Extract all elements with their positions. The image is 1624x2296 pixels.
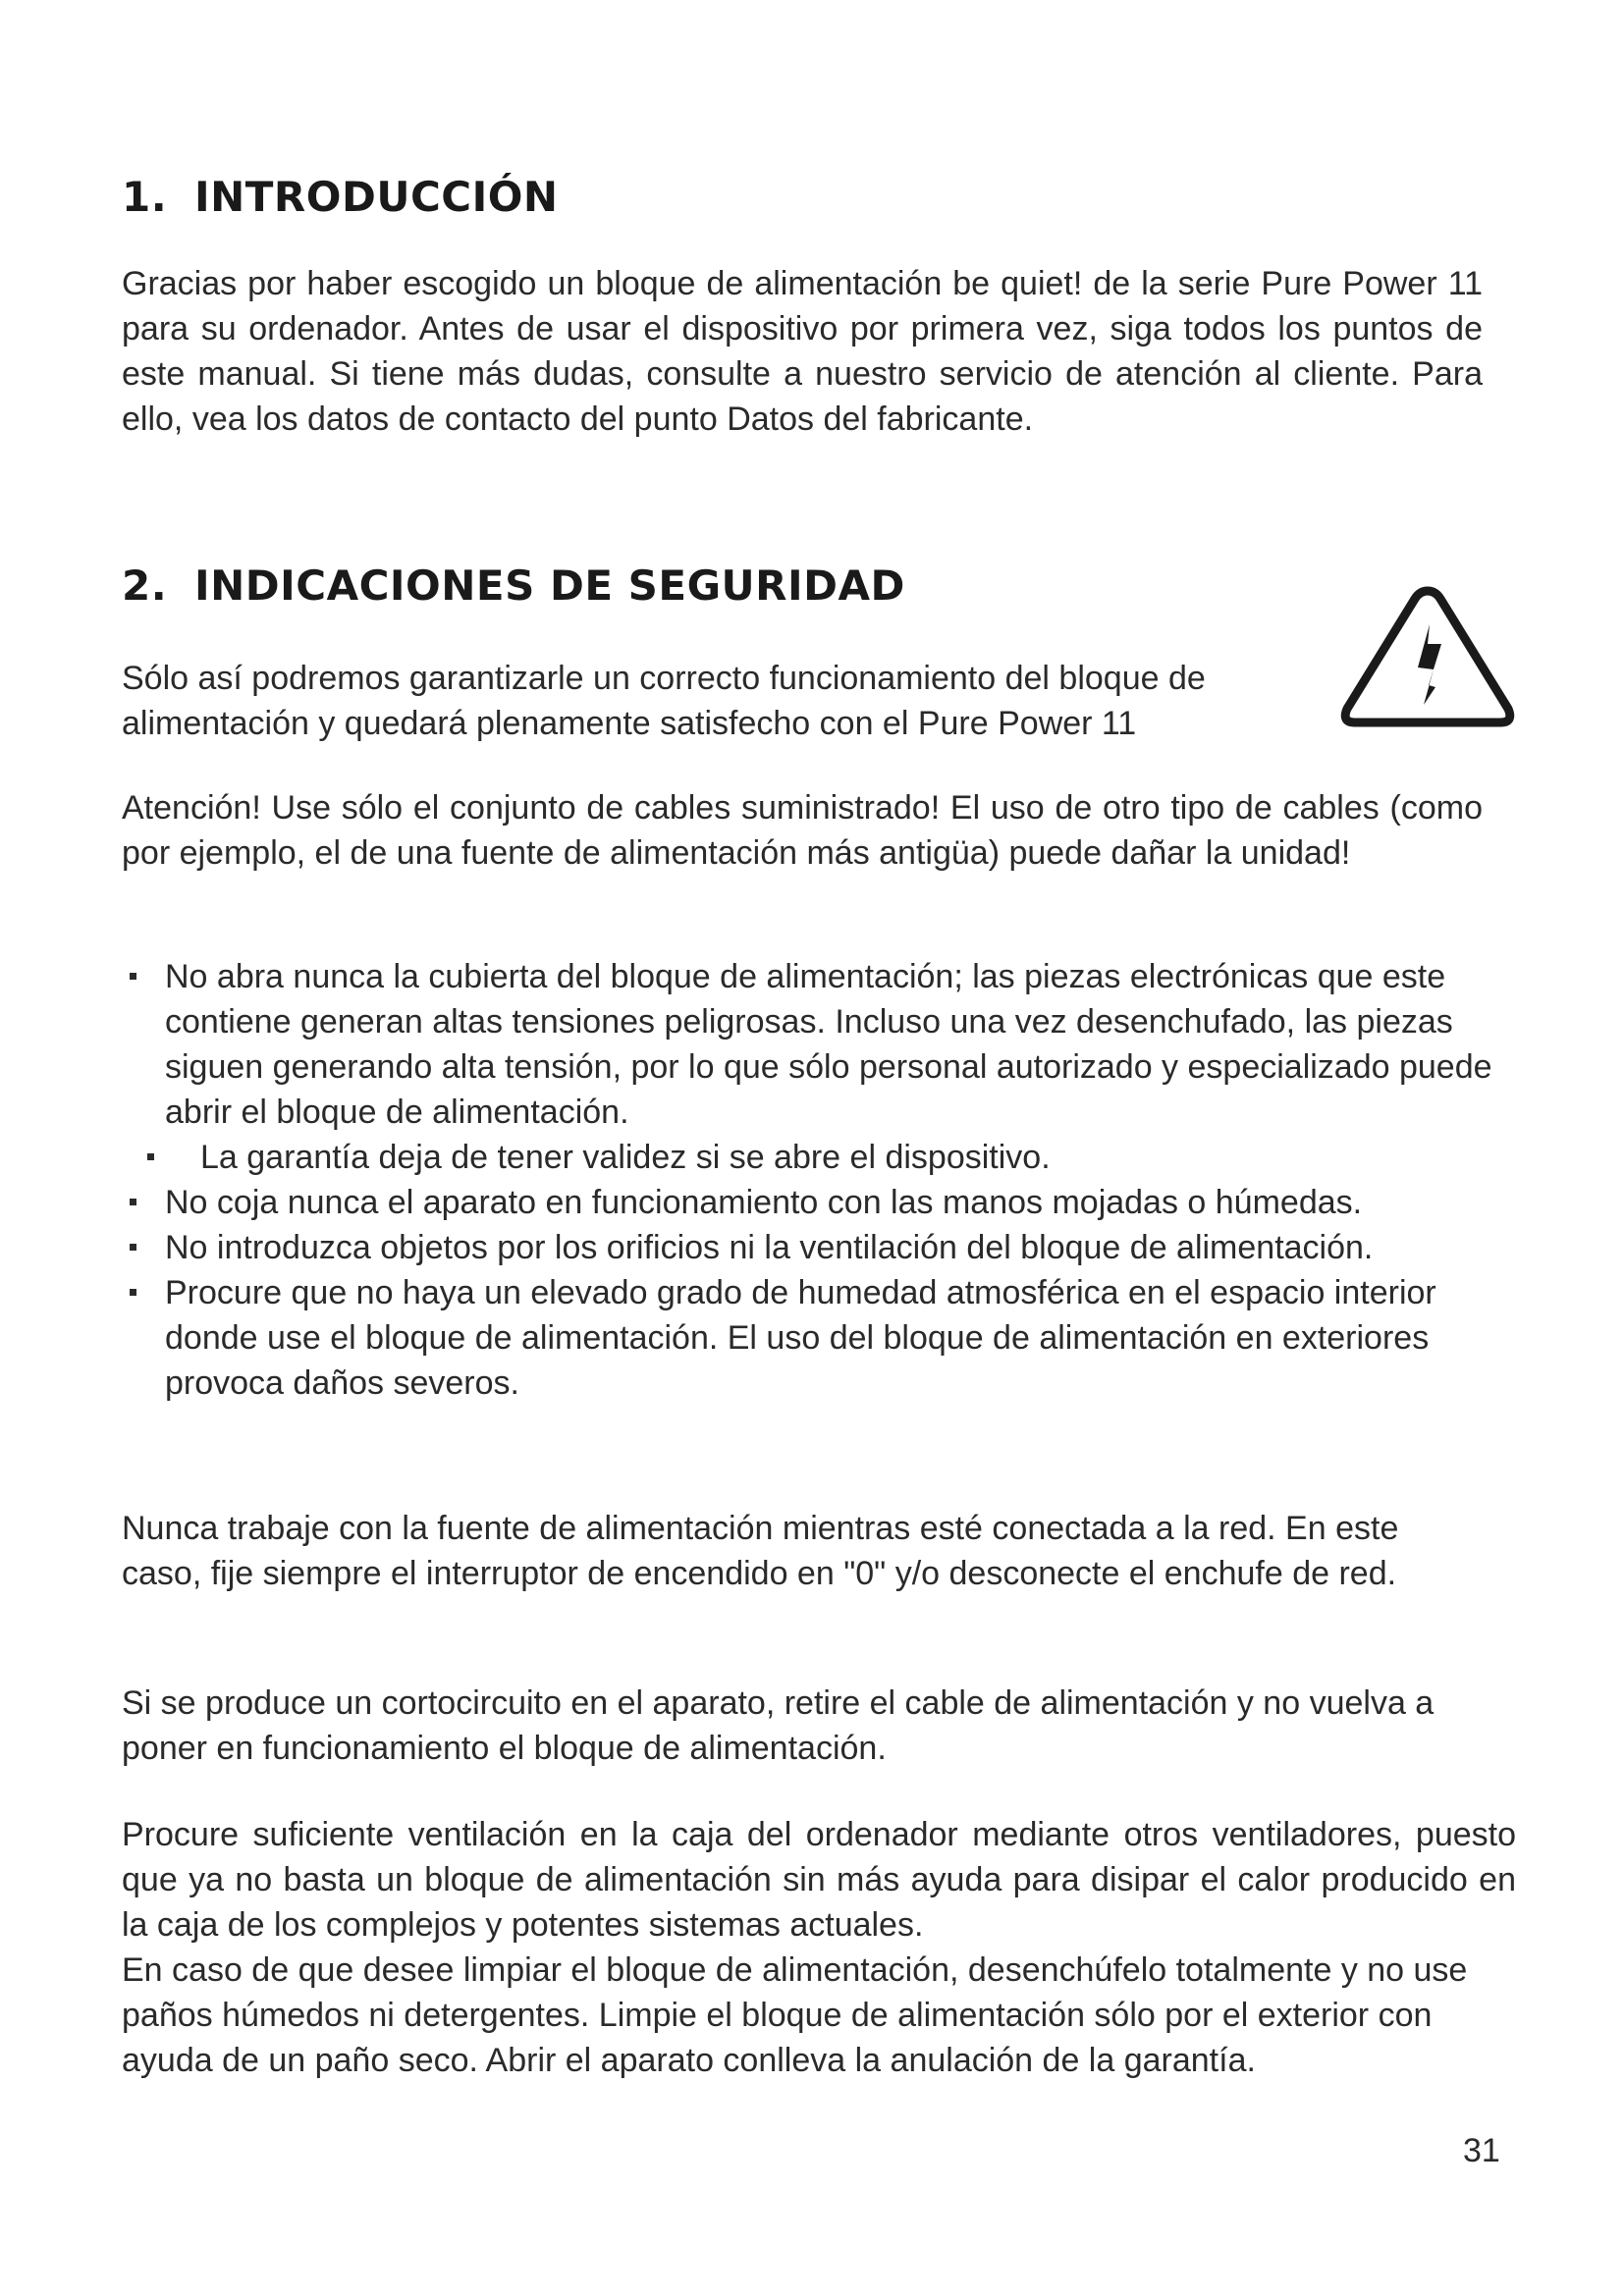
network-warning-paragraph: Nunca trabaje con la fuente de alimentación mientras esté conectada a la red. En este caso, fije siempre el interruptor de encendido en "0" y/o desconecte el enchufe de red. (122, 1510, 1399, 1592)
bullet-marker (130, 1244, 136, 1251)
list-item (122, 1225, 1516, 1270)
section-1-heading (122, 173, 559, 222)
bullet-text: La garantía deja de tener validez si se abre el dispositivo. (200, 1139, 1051, 1176)
section-1-title: INTRODUCCIÓN (194, 173, 559, 221)
page-number: 31 (1463, 2132, 1500, 2169)
list-item (122, 1180, 1516, 1225)
list-item (122, 1135, 1516, 1180)
bullet-text: No coja nunca el aparato en funcionamiento con las manos mojadas o húmedas. (165, 1184, 1363, 1221)
cleaning-paragraph: En caso de que desee limpiar el bloque de alimentación, desenchúfelo totalmente y no use paños húmedos ni detergentes. Limpie el bloque de alimentación sólo por el exterior con ayuda de un paño seco. Abrir el aparato conlleva la anulación de la garantía. (122, 1951, 1468, 2079)
bullet-marker (147, 1153, 154, 1160)
bullet-text: No introduzca objetos por los orificios ni la ventilación del bloque de alimentación. (165, 1229, 1374, 1266)
safety-bullet-list (122, 954, 1516, 1406)
bullet-text: Procure que no haya un elevado grado de humedad atmosférica en el espacio interior donde use el bloque de alimentación. El uso del bloque de alimentación en exteriores provoca daños severos. (165, 1274, 1436, 1402)
ventilation-paragraph: Procure suficiente ventilación en la caja del ordenador mediante otros ventiladores, puesto que ya no basta un bloque de alimentación sin más ayuda para disipar el calor producido en la caja de los complejos y potentes sistemas actuales. (122, 1816, 1516, 1944)
safety-intro-paragraph: Sólo así podremos garantizarle un correcto funcionamiento del bloque de alimentación y quedará plenamente satisfecho con el Pure Power 11 (122, 660, 1206, 742)
section-2-number: 2. (122, 561, 168, 610)
short-circuit-paragraph: Si se produce un cortocircuito en el aparato, retire el cable de alimentación y no vuelva a poner en funcionamiento el bloque de alimentación. (122, 1684, 1435, 1767)
section-1-number: 1. (122, 173, 168, 221)
bullet-text: No abra nunca la cubierta del bloque de alimentación; las piezas electrónicas que este contiene generan altas tensiones peligrosas. Incluso una vez desenchufado, las piezas siguen generando alta tensión, por lo que sólo personal autorizado y especializado puede abrir el bloque de alimentación. (165, 958, 1492, 1131)
bullet-marker (130, 973, 136, 980)
attention-paragraph: Atención! Use sólo el conjunto de cables suministrado! El uso de otro tipo de cables (como por ejemplo, el de una fuente de alimentación más antigüa) puede dañar la unidad! (122, 789, 1483, 872)
list-item (122, 1270, 1516, 1406)
high-voltage-warning-icon (1333, 579, 1522, 734)
section-2-heading (122, 561, 905, 611)
list-item (122, 954, 1516, 1135)
bullet-marker (130, 1199, 136, 1205)
bullet-marker (130, 1289, 136, 1296)
section-2-title: INDICACIONES DE SEGURIDAD (194, 561, 905, 610)
intro-paragraph: Gracias por haber escogido un bloque de alimentación be quiet! de la serie Pure Power 11 para su ordenador. Antes de usar el dispositivo por primera vez, siga todos los puntos de este manual. Si tiene más dudas, consulte a nuestro servicio de atención al cliente. Para ello, vea los datos de contacto del punto Datos del fabricante. (122, 265, 1483, 438)
